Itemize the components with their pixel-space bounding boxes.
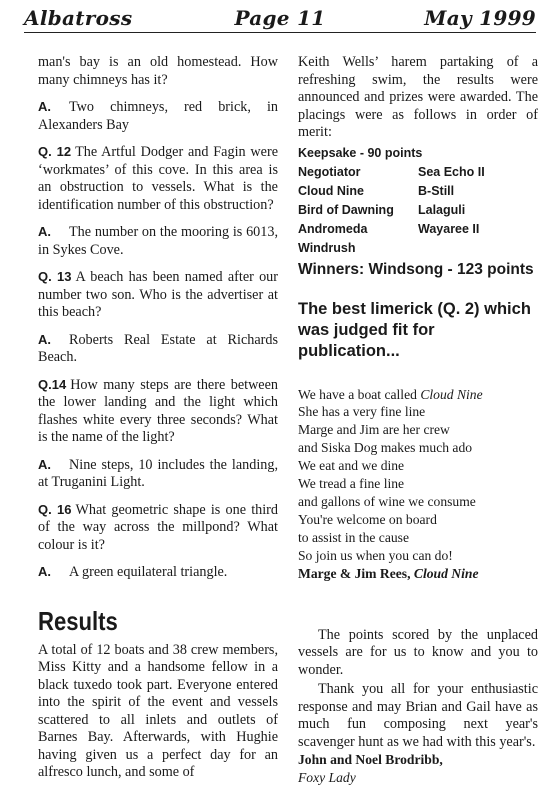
question-16: [38, 501, 278, 555]
answer-14: [38, 456, 278, 492]
question-12: [38, 143, 278, 214]
answer-label: A.: [38, 331, 51, 347]
poem-line: She has a very fine line: [298, 404, 426, 420]
answer-text: A green equilateral triangle.: [69, 564, 228, 580]
boat-placings: [298, 163, 538, 258]
poem-line: and gallons of wine we consume: [298, 493, 476, 509]
answer-label: A.: [38, 564, 51, 579]
question-13: [38, 268, 278, 322]
poem-text: We have a boat called: [298, 386, 421, 402]
answer-16: [38, 563, 278, 582]
limerick-poem: [298, 386, 538, 583]
results-continued: Keith Wells’ harem partaking of a refreshing swim, the results were announced and prizes were awarded. The placings were as follows in order of merit:: [298, 54, 538, 140]
question-label: Q.14: [38, 376, 67, 392]
answer-label: A.: [38, 224, 51, 239]
boat-name: Wayaree II: [418, 221, 480, 236]
issue-date: May 1999: [424, 6, 536, 30]
left-column: [38, 54, 278, 791]
boat-name: Bird of Dawning: [298, 202, 394, 217]
answer-label: A.: [38, 456, 51, 472]
question-label: Q. 13: [38, 269, 72, 284]
limerick-heading: The best limerick (Q. 2) which was judged fit for publication...: [298, 299, 531, 360]
signature-boat: [298, 769, 538, 787]
answer-text: Roberts Real Estate at Richards Beach.: [38, 331, 278, 365]
boat-name: Cloud Nine: [298, 183, 364, 198]
question-text: A beach has been named after our number two son. Who is the advertiser at this beach?: [38, 269, 279, 320]
poem-line: [298, 386, 538, 404]
results-text: A total of 12 boats and 38 crew members, Miss Kitty and a handsome fellow in a black tuxedo took part. Everyone entered into the spirit of the event and vessels scattered to all inlets and outlets of Barnes Bay. Afterwards, with Hughie having given us a perfect day for an alfresco lunch, and some of: [38, 641, 278, 780]
question-label: Q. 16: [38, 501, 72, 517]
boat-name: Sea Echo II: [418, 164, 485, 179]
results-heading: Results: [38, 605, 118, 636]
poem-line: We tread a fine line: [298, 476, 405, 492]
question-text: What geometric shape is one third of the way across the millpond? What colour is it?: [38, 501, 279, 553]
question-14: [38, 376, 278, 447]
right-column: [298, 54, 538, 787]
question-label: Q. 12: [38, 144, 72, 159]
poem-line: We eat and we dine: [298, 458, 405, 474]
poem-author: [298, 565, 538, 583]
winners-line: Winners: Windsong - 123 points: [298, 260, 534, 278]
answer-text: Nine steps, 10 includes the landing, at Truganini Light.: [38, 456, 278, 490]
boat-name: Windrush: [298, 240, 356, 255]
answer-label: A.: [38, 99, 51, 114]
poem-line: Marge and Jim are her crew: [298, 422, 450, 438]
boat-name: Negotiator: [298, 164, 361, 179]
boat-name: [418, 239, 538, 258]
page-header: [24, 4, 536, 33]
page-number: Page 11: [234, 6, 326, 30]
author-boat: Cloud Nine: [413, 565, 479, 581]
question-text: The Artful Dodger and Fagin were ‘workmates’ of this cove. In this area is an obstruction to vessels. What is the identification number of this obstruction?: [38, 144, 278, 213]
intro-continuation: man's bay is an old homestead. How many chimneys has it?: [38, 54, 278, 88]
signature: John and Noel Brodribb,: [298, 752, 443, 768]
answer-text: Two chimneys, red brick, in Alexanders Bay: [38, 99, 278, 133]
boat-name: Lalaguli: [418, 202, 466, 217]
closing-section: [298, 627, 538, 788]
question-text: How many steps are there between the lower landing and the light which flashes white every three seconds? What is the name of the light?: [38, 376, 278, 445]
answer-13: [38, 331, 278, 367]
boat-name: B-Still: [418, 183, 455, 198]
answer-11: [38, 98, 278, 134]
closing-paragraph-2: Thank you all for your enthusiastic response and may Brian and Gail have as much fun composing next year's scavenger hunt as we had with this year's.: [298, 681, 538, 750]
poem-line: to assist in the cause: [298, 529, 409, 545]
keepsake-result: Keepsake - 90 points: [298, 145, 423, 160]
answer-text: The number on the mooring is 6013, in Sykes Cove.: [38, 224, 278, 258]
boat-name-italic: Cloud Nine: [420, 386, 483, 402]
closing-paragraph-1: The points scored by the unplaced vessels are for us to know and you to wonder.: [298, 626, 538, 678]
signature-boat-name: Foxy Lady: [298, 770, 356, 786]
poem-line: You're welcome on board: [298, 511, 437, 527]
author-name: Marge & Jim Rees,: [298, 565, 414, 581]
newsletter-title: Albatross: [24, 6, 133, 30]
poem-line: and Siska Dog makes much ado: [298, 440, 473, 456]
boat-name: Andromeda: [298, 221, 368, 236]
answer-12: [38, 223, 278, 259]
poem-line: So join us when you can do!: [298, 547, 453, 563]
